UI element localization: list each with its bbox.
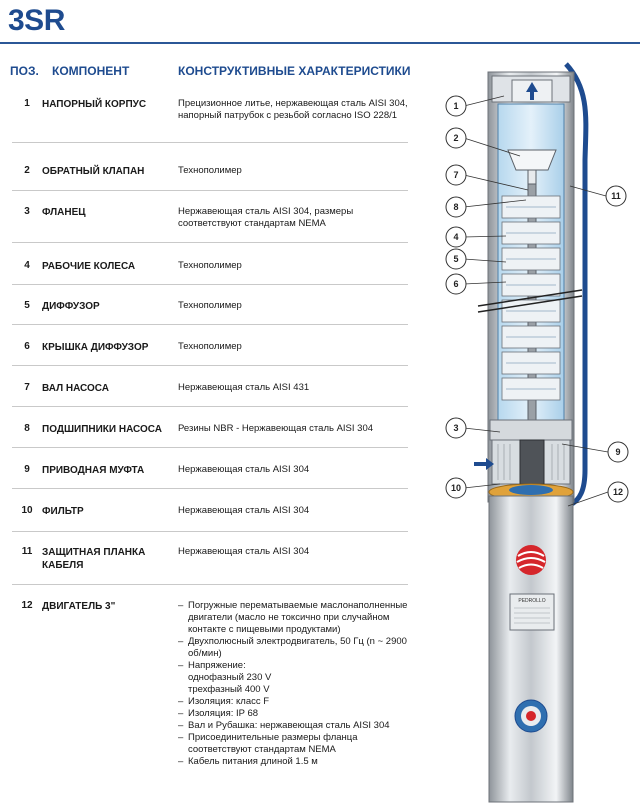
callout-6: [446, 274, 466, 294]
row-divider: [12, 284, 408, 285]
svg-text:5: 5: [453, 254, 459, 264]
component-name: ПРИВОДНАЯ МУФТА: [42, 465, 145, 476]
callout-10: [446, 478, 466, 498]
component-description: Технополимер: [178, 260, 242, 271]
row-number: 12: [21, 600, 33, 611]
title-bar: [0, 0, 640, 44]
svg-text:8: 8: [453, 202, 459, 212]
list-item: – Погружные перематываемые маслонаполненные двигатели (масло не токсично при случайном контакте с пищевыми продуктами): [178, 600, 414, 636]
row-divider: [12, 584, 408, 585]
row-number: 2: [24, 165, 30, 176]
callout-12: [608, 482, 628, 502]
row-number: 11: [21, 546, 33, 557]
svg-text:11: 11: [611, 191, 621, 201]
svg-text:12: 12: [612, 487, 624, 497]
svg-text:1: 1: [453, 101, 459, 111]
flange: [490, 420, 572, 440]
header-pos: ПОЗ.: [10, 64, 39, 78]
row-divider: [12, 324, 408, 325]
callout-11: [606, 186, 626, 206]
rating-plate-brand: PEDROLLO: [518, 598, 546, 604]
list-item: [178, 660, 414, 696]
component-name: ДИФФУЗОР: [42, 301, 100, 312]
component-name: ДВИГАТЕЛЬ 3": [42, 601, 116, 612]
list-item: – Изоляция: класс F: [178, 696, 414, 708]
component-name: КРЫШКА ДИФФУЗОР: [42, 342, 149, 353]
row-number: 4: [24, 260, 30, 271]
row-divider: [12, 447, 408, 448]
list-item: – Присоединительные размеры фланца соответствуют стандартам NEMA: [178, 732, 414, 756]
pump-cutaway-diagram: [420, 60, 640, 806]
component-description: Нержавеющая сталь AISI 431: [178, 382, 310, 393]
callout-3: [446, 418, 466, 438]
row-divider: [12, 190, 408, 191]
component-description: Нержавеющая сталь AISI 304: [178, 505, 310, 516]
row-number: 1: [24, 98, 30, 109]
voltage-three-phase: трехфазный 400 V: [188, 684, 270, 695]
component-name: ЗАЩИТНАЯ ПЛАНКА КАБЕЛЯ: [42, 547, 146, 571]
row-number: 9: [24, 464, 30, 475]
row-number: 7: [24, 382, 30, 393]
row-number: 6: [24, 341, 30, 352]
voltage-label: Напряжение:: [188, 660, 246, 671]
component-description: Резины NBR - Нержавеющая сталь AISI 304: [178, 423, 374, 434]
component-name: РАБОЧИЕ КОЛЕСА: [42, 261, 136, 272]
svg-text:4: 4: [453, 232, 459, 242]
component-description: Технополимер: [178, 165, 242, 176]
header-component: КОМПОНЕНТ: [52, 64, 130, 78]
bottom-emblem-icon: [515, 700, 547, 732]
list-item: – Изоляция: IP 68: [178, 708, 414, 720]
svg-text:9: 9: [615, 447, 621, 457]
component-name: ФЛАНЕЦ: [42, 207, 86, 218]
coupling: [520, 440, 544, 484]
component-name: ОБРАТНЫЙ КЛАПАН: [42, 166, 145, 177]
component-name: ВАЛ НАСОСА: [42, 383, 110, 394]
header-characteristics: КОНСТРУКТИВНЫЕ ХАРАКТЕРИСТИКИ: [178, 64, 411, 78]
callout-9: [608, 442, 628, 462]
callout-8: [446, 197, 466, 217]
row-number: 8: [24, 423, 30, 434]
list-item: – Кабель питания длиной 1.5 м: [178, 756, 414, 768]
list-item: – Вал и Рубашка: нержавеющая сталь AISI 304: [178, 720, 414, 732]
svg-text:7: 7: [453, 170, 459, 180]
voltage-single-phase: однофазный 230 V: [188, 672, 272, 683]
page-title: 3SR: [8, 4, 65, 37]
motor-spec-list: [178, 600, 414, 768]
row-number: 10: [21, 505, 33, 516]
svg-text:10: 10: [450, 483, 462, 493]
svg-text:3: 3: [453, 423, 459, 433]
row-divider: [12, 531, 408, 532]
callout-5: [446, 249, 466, 269]
component-description: Технополимер: [178, 300, 242, 311]
component-description: Нержавеющая сталь AISI 304: [178, 464, 310, 475]
svg-text:2: 2: [453, 133, 459, 143]
brand-logo-icon: [516, 545, 546, 575]
row-divider: [12, 142, 408, 143]
row-divider: [12, 242, 408, 243]
list-item: – Двухполюсный электродвигатель, 50 Гц (n ~ 2900 об/мин): [178, 636, 414, 660]
component-name: ПОДШИПНИКИ НАСОСА: [42, 424, 162, 435]
component-description: Прецизионное литье, нержавеющая сталь AISI 304, напорный патрубок с резьбой согласно ISO 228/1: [178, 98, 408, 121]
svg-text:6: 6: [453, 279, 459, 289]
component-name: НАПОРНЫЙ КОРПУС: [42, 99, 147, 110]
row-divider: [12, 488, 408, 489]
component-description: Нержавеющая сталь AISI 304: [178, 546, 310, 557]
row-number: 5: [24, 300, 30, 311]
row-number: 3: [24, 206, 30, 217]
callout-7: [446, 165, 466, 185]
callout-1: [446, 96, 466, 116]
callout-2: [446, 128, 466, 148]
motor-body: [489, 496, 573, 802]
component-description: Технополимер: [178, 341, 242, 352]
row-divider: [12, 365, 408, 366]
row-divider: [12, 406, 408, 407]
component-name: ФИЛЬТР: [42, 506, 84, 517]
check-valve: [508, 150, 556, 170]
component-description: Нержавеющая сталь AISI 304, размеры соответствуют стандартам NEMA: [178, 206, 354, 229]
callout-4: [446, 227, 466, 247]
